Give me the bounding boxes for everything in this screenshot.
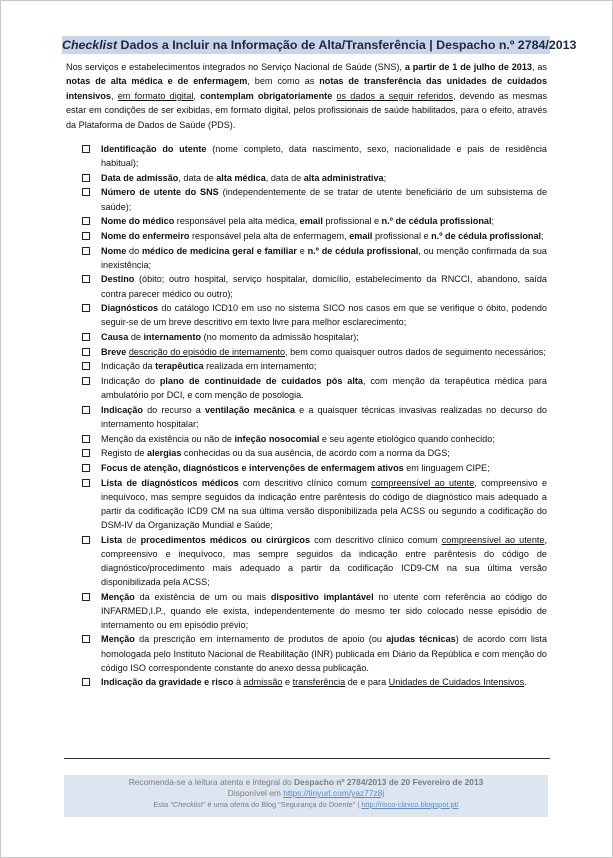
item-text: responsável pela alta médica, — [174, 216, 300, 227]
footer-text: Disponível em — [227, 788, 284, 798]
item-text: Indicação da — [101, 361, 156, 372]
item-text: Registo de — [101, 448, 148, 459]
checklist — [66, 142, 547, 690]
item-underline: compreensível ao utente — [441, 534, 545, 545]
footer-line-2 — [64, 788, 548, 799]
item-text: , data de — [178, 172, 217, 183]
checklist-item — [66, 244, 547, 272]
intro-bold: contemplam obrigatoriamente — [200, 90, 333, 101]
checklist-item — [66, 374, 547, 402]
page-title — [62, 36, 577, 54]
checklist-item — [66, 142, 547, 170]
item-bold: Nome — [101, 245, 127, 256]
item-bold: Causa — [101, 331, 129, 342]
item-text: (nome completo, data nascimento, sexo, nacionalidade e pais de residência habitual); — [101, 144, 547, 169]
item-bold: internamento — [143, 331, 202, 342]
checkbox-icon[interactable] — [82, 348, 90, 356]
title-italic: Checklist — [62, 38, 118, 52]
item-text: realizada em internamento; — [203, 361, 317, 372]
footer-line-3 — [64, 799, 548, 810]
item-text: ; — [491, 216, 495, 227]
item-text: ) de acordo com lista homologada pelo Instituto Nacional de Reabilitação (INR) publicada em Diário da República e com menção do código ISO correspondente constante do anexo dessa publicação. — [101, 634, 548, 673]
intro-underline: em formato digital — [117, 90, 194, 101]
item-text: no utente com referência ao código do INFARMED,I.P., quando ele exista, independentemente do mesmo ter sido colocado nesse episódio de internamento ou em episódio prévio; — [101, 591, 547, 630]
item-bold: terapêutica — [155, 361, 204, 372]
item-text: (óbito; outro hospital, serviço hospitalar, domicílio, estabelecimento da RNCCI, abandono, saída contra parecer médico ou outro); — [101, 274, 547, 299]
item-bold: Menção — [101, 591, 135, 602]
item-text: profissional e — [372, 230, 432, 241]
checkbox-icon[interactable] — [82, 174, 90, 182]
footer-line-1 — [64, 777, 548, 788]
item-bold: Nome do enfermeiro — [101, 230, 190, 241]
item-underline: descrição do episódio de internamento — [128, 346, 286, 357]
item-text: com descritivo clínico comum — [238, 477, 372, 488]
intro-paragraph — [66, 60, 547, 132]
item-text: (no momento da admissão hospitalar); — [201, 331, 359, 342]
intro-text: , as — [531, 62, 547, 72]
item-text: e seu agente etiológico quando conhecido; — [319, 433, 495, 444]
item-bold: infeção nosocomial — [234, 433, 320, 444]
item-bold: Lista — [101, 534, 123, 545]
item-bold: plano de continuidade de cuidados pós alta — [159, 376, 363, 387]
checkbox-icon[interactable] — [82, 188, 90, 196]
item-bold: email — [349, 230, 373, 241]
item-bold: Número de utente do SNS — [101, 187, 219, 198]
item-bold: n.º de cédula profissional — [431, 230, 542, 241]
checklist-item — [66, 533, 547, 589]
item-bold: Diagnósticos — [101, 303, 159, 314]
blog-link[interactable]: http://risco-clinico.blogspot.pt/ — [361, 800, 459, 809]
intro-bold: a partir de 1 de julho de 2013 — [404, 62, 532, 72]
checkbox-icon[interactable] — [82, 333, 90, 341]
checklist-item — [66, 359, 547, 373]
item-bold: Nome do médico — [101, 216, 175, 227]
item-text: responsável pela alta de enfermagem, — [189, 230, 350, 241]
item-bold: n.º de cédula profissional — [381, 216, 492, 227]
item-bold: Indicação — [101, 404, 143, 415]
intro-text: Nos serviços e estabelecimentos integrados no Serviço Nacional de Saúde (SNS), — [66, 62, 402, 72]
item-text: , data de — [265, 172, 304, 183]
item-bold: Menção — [101, 634, 135, 645]
footer-italic: "Checklist" — [170, 800, 206, 809]
despacho-link[interactable]: https://tinyurl.com/yaz77z8j — [283, 788, 385, 798]
title-text: Dados a Incluir na Informação de Alta/Transferência | Despacho n.º 2784/2013 — [120, 38, 577, 52]
checkbox-icon[interactable] — [82, 304, 90, 312]
footer-box — [64, 775, 548, 817]
checklist-item — [66, 171, 547, 185]
item-bold: Indicação da gravidade e risco — [101, 677, 234, 688]
item-text: com descritivo clínico comum — [310, 534, 442, 545]
checkbox-icon[interactable] — [82, 362, 90, 370]
item-text: Menção da existência ou não de — [101, 433, 235, 444]
item-text: . — [524, 677, 527, 688]
item-text: de e para — [345, 677, 389, 688]
intro-text: , devendo as mesmas estar em condições de ser exibidas, em formato digital, pelos profissionais de saúde habilitados, para o efeito, através da Plataforma de Dados de Saúde (PDS). — [66, 90, 548, 130]
item-text: , compreensivo e inequívoco, mas sempre seguidos da indicação entre parêntesis do código de diagnóstico/procedimento mais adequado a partir da codificação ICD9-CM na sua última versão disponibilizada pela ACSS; — [101, 534, 547, 587]
intro-underline: os dados a seguir referidos — [336, 90, 453, 101]
item-text: da prescrição em internamento de produtos de apoio (ou — [134, 634, 387, 645]
checkbox-icon[interactable] — [82, 275, 90, 283]
item-text: , com menção da terapêutica médica para ambulatório por DCI, e com menção de posologia. — [101, 376, 547, 401]
footer-text: é uma oferta do Blog "Segurança do Doente" | — [205, 800, 362, 809]
item-bold: procedimentos médicos ou cirúrgicos — [140, 534, 311, 545]
item-text: da existência de um ou mais — [134, 591, 271, 602]
item-text: do catálogo ICD10 em uso no sistema SICO nos casos em que se verifique o óbito, podendo seguir-se de um breve descritivo em texto livre para melhor esclarecimento; — [101, 303, 547, 328]
footer-bold: Despacho nº 2784/2013 de 20 Fevereiro de 2013 — [294, 777, 484, 787]
checkbox-icon[interactable] — [82, 635, 90, 643]
checkbox-icon[interactable] — [82, 406, 90, 414]
item-text: profissional e — [322, 216, 382, 227]
checkbox-icon[interactable] — [82, 247, 90, 255]
item-bold: Focus de atenção, diagnósticos e intervenções de enfermagem ativos — [101, 462, 404, 473]
checklist-item — [66, 272, 547, 300]
checklist-item — [66, 330, 547, 344]
item-text: , ou menção confirmada da sua inexistência; — [101, 245, 547, 270]
item-underline: compreensível ao utente — [371, 477, 475, 488]
item-text: de — [122, 534, 141, 545]
divider — [64, 758, 550, 759]
footer-text: Recomenda-se a leitura atenta e integral do — [128, 777, 294, 787]
item-bold: ajudas técnicas — [386, 634, 456, 645]
item-text: , bem como quaisquer outros dados de seguimento necessários; — [285, 346, 546, 357]
checklist-item — [66, 461, 547, 475]
item-text: ; — [541, 230, 544, 241]
item-bold: ventilação mecânica — [204, 404, 296, 415]
checkbox-icon[interactable] — [82, 232, 90, 240]
checkbox-icon[interactable] — [82, 377, 90, 385]
item-text: de — [128, 331, 144, 342]
item-text: ; — [383, 172, 387, 183]
item-bold: Identificação do utente — [101, 144, 207, 154]
intro-text: , bem como as — [247, 76, 315, 87]
checkbox-icon[interactable] — [82, 464, 90, 472]
checklist-item — [66, 446, 547, 460]
intro-bold: notas de alta médica e de enfermagem — [66, 76, 248, 87]
item-text: e a quaisquer técnicas invasivas realizadas no decurso do internamento hospitalar; — [101, 404, 547, 429]
item-bold: médico de medicina geral e familiar — [141, 245, 297, 256]
item-bold: alta administrativa — [303, 172, 384, 183]
item-bold: dispositivo implantável — [270, 591, 374, 602]
item-text: do — [126, 245, 142, 256]
checklist-item — [66, 214, 547, 228]
intro-bold: notas de transferência das unidades de cuidados intensivos — [66, 76, 547, 101]
item-text: e — [296, 245, 308, 256]
checklist-item — [66, 185, 547, 213]
checklist-item — [66, 229, 547, 243]
checklist-item — [66, 345, 547, 359]
checkbox-icon[interactable] — [82, 593, 90, 601]
footer-text: Esta — [153, 800, 171, 809]
checkbox-icon[interactable] — [82, 536, 90, 544]
intro-text: , — [193, 90, 196, 101]
checkbox-icon[interactable] — [82, 435, 90, 443]
checklist-item — [66, 403, 547, 431]
item-underline: Unidades de Cuidados Intensivos — [388, 677, 525, 688]
checklist-item — [66, 675, 547, 689]
checklist-item — [66, 432, 547, 446]
item-bold: Data de admissão — [101, 172, 179, 183]
checklist-item — [66, 301, 547, 329]
checklist-item — [66, 632, 547, 674]
item-text: do recurso a — [142, 404, 205, 415]
item-text: (independentemente de se tratar de utente beneficiário de um subsistema de saúde); — [101, 187, 548, 212]
checklist-item — [66, 590, 547, 632]
item-text: em linguagem CIPE; — [403, 462, 490, 473]
item-bold: alta médica — [216, 172, 266, 183]
item-text: Indicação do — [101, 376, 160, 387]
item-bold: alergias — [147, 448, 182, 459]
checkbox-icon[interactable] — [82, 479, 90, 487]
item-text: conhecidas ou da sua ausência, de acordo com a norma da DGS; — [181, 448, 450, 459]
item-bold: Breve — [101, 346, 127, 357]
item-bold: Destino — [101, 274, 135, 285]
item-bold: email — [299, 216, 323, 227]
item-bold: n.º de cédula profissional — [307, 245, 419, 256]
item-underline: transferência — [292, 677, 346, 688]
item-text: , compreensivo e inequívoco, mas sempre seguidos da indicação entre parêntesis do código de diagnóstico mais adequado a partir da codificação ICD9 CM na sua última versão disponibilizada pela ACSS ou segundo a codificação do DSM-IV da Organização Mundial e Saúde; — [101, 477, 548, 530]
item-bold: Lista de diagnósticos médicos — [101, 477, 239, 488]
intro-text: , — [110, 90, 114, 101]
item-text: à — [233, 677, 244, 688]
checkbox-icon[interactable] — [82, 678, 90, 686]
checkbox-icon[interactable] — [82, 217, 90, 225]
checkbox-icon[interactable] — [82, 449, 90, 457]
item-underline: admissão — [243, 677, 283, 688]
item-text: e — [282, 677, 293, 688]
checklist-item — [66, 476, 547, 532]
checkbox-icon[interactable] — [82, 145, 90, 153]
